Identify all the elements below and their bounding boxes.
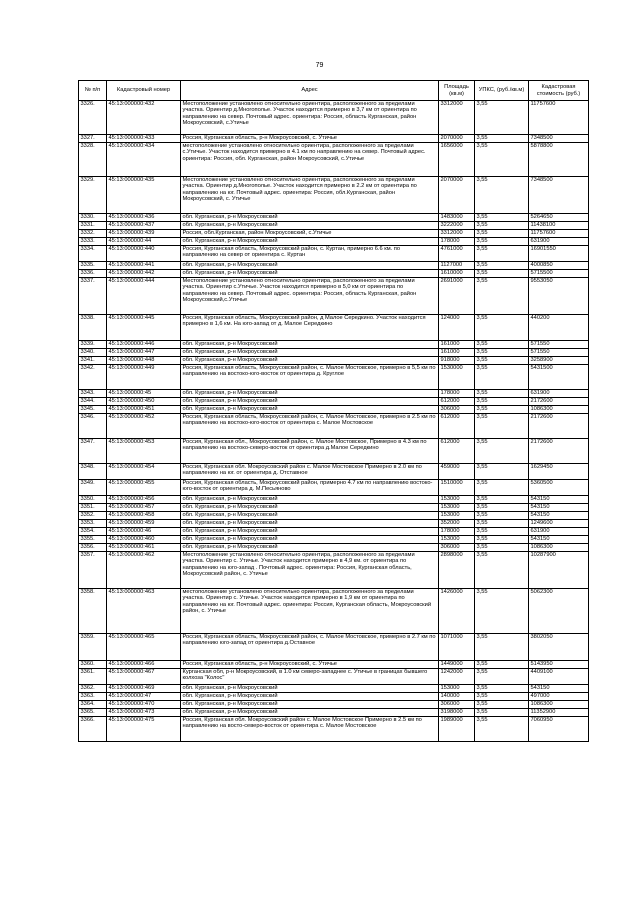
row-number-cell: 3366. — [79, 717, 107, 742]
area-cell: 2070000 — [439, 135, 475, 143]
address-cell: Местоположение установлено относительно ориентира, расположенного за пределами участка. Ориентир д.Многополье. Участок находится примерно в 2.2 км от ориентира по направлению на юг. Почтовый адрес. ориентира: Россия, обл.Курганская, район Мокроусовский, с. Утичье — [181, 177, 439, 214]
address-cell: Россия, Курганская обл. Мокроусовский район с. Малое Мостовское Примерно в 2.0 км по направлению на юг. от ориентира д. Отставное — [181, 464, 439, 480]
row-number-cell: 3353. — [79, 520, 107, 528]
cadastral-cost-cell: 1086300 — [529, 544, 589, 552]
address-cell: обл. Курганская, р-н Мокроусовский — [181, 341, 439, 349]
row-number-cell: 3357. — [79, 552, 107, 589]
cadastral-number-cell: 45:13:000000:432 — [107, 101, 181, 135]
upks-cell: 3,55 — [475, 634, 529, 661]
upks-cell: 3,55 — [475, 270, 529, 278]
upks-cell: 3,55 — [475, 135, 529, 143]
cadastral-cost-cell: 11352900 — [529, 709, 589, 717]
upks-cell: 3,55 — [475, 262, 529, 270]
area-cell: 1610000 — [439, 270, 475, 278]
table-row — [79, 464, 589, 480]
address-cell: Россия, Курганская область, р-н Мокроусовский, с. Утичье — [181, 661, 439, 669]
cadastral-number-cell: 45:13:000000:441 — [107, 262, 181, 270]
area-cell: 1426000 — [439, 589, 475, 634]
table-row — [79, 315, 589, 341]
cadastral-number-cell: 45:13:000000:452 — [107, 414, 181, 439]
cadastral-cost-cell: 543150 — [529, 496, 589, 504]
row-number-cell: 3345. — [79, 406, 107, 414]
row-number-cell: 3349. — [79, 480, 107, 496]
table-row — [79, 512, 589, 520]
table-row — [79, 693, 589, 701]
cadastral-number-cell: 45:13:000000:470 — [107, 701, 181, 709]
table-row — [79, 177, 589, 214]
cadastral-number-cell: 45:13:000000:45 — [107, 390, 181, 398]
address-cell: обл. Курганская, р-н Мокроусовский — [181, 544, 439, 552]
row-number-cell: 3336. — [79, 270, 107, 278]
cadastral-number-cell: 45:13:000000:434 — [107, 143, 181, 177]
address-cell: Россия, Курганская обл., Мокроусовский район, с. Малое Мостовское, Примерно в 4.3 км по направлению на востоко-северо-восток от ориентира д.Малое Середкино — [181, 439, 439, 464]
upks-cell: 3,55 — [475, 214, 529, 222]
cadastral-number-cell: 45:13:000000:460 — [107, 536, 181, 544]
address-cell: обл. Курганская, р-н Мокроусовский — [181, 262, 439, 270]
area-cell: 178000 — [439, 390, 475, 398]
upks-cell: 3,55 — [475, 341, 529, 349]
row-number-cell: 3338. — [79, 315, 107, 341]
address-cell: местоположение установлено относительно ориентира, расположенного за пределами с.Утичье. Участок находится примерно в 4.1 км по направлению на север. Почтовый адрес. ориентира: Россия, обл. Курганская, район Мокроусовский, с.Утичье — [181, 143, 439, 177]
area-cell: 3312000 — [439, 230, 475, 238]
table-row — [79, 398, 589, 406]
table-row — [79, 701, 589, 709]
upks-cell: 3,55 — [475, 685, 529, 693]
area-cell: 1242000 — [439, 669, 475, 685]
address-cell: обл. Курганская, р-н Мокроусовский — [181, 270, 439, 278]
upks-cell: 3,55 — [475, 661, 529, 669]
cadastral-cost-cell: 7348500 — [529, 135, 589, 143]
cadastral-cost-cell: 543150 — [529, 512, 589, 520]
cadastral-number-cell: 45:13:000000:447 — [107, 349, 181, 357]
table-row — [79, 536, 589, 544]
table-row — [79, 214, 589, 222]
cadastral-cost-cell: 7060950 — [529, 717, 589, 742]
table-row — [79, 341, 589, 349]
cadastral-cost-cell: 1249600 — [529, 520, 589, 528]
upks-cell: 3,55 — [475, 464, 529, 480]
row-number-cell: 3332. — [79, 230, 107, 238]
cadastral-number-cell: 45:13:000000:475 — [107, 717, 181, 742]
row-number-cell: 3365. — [79, 709, 107, 717]
cadastral-number-cell: 45:13:000000:442 — [107, 270, 181, 278]
area-cell: 2070000 — [439, 177, 475, 214]
cadastral-number-cell: 45:13:000000:458 — [107, 512, 181, 520]
table-row — [79, 238, 589, 246]
cadastral-cost-cell: 5878800 — [529, 143, 589, 177]
cadastral-number-cell: 45:13:000000:453 — [107, 439, 181, 464]
table-row — [79, 101, 589, 135]
address-cell: обл. Курганская, р-н Мокроусовский — [181, 528, 439, 536]
upks-cell: 3,55 — [475, 480, 529, 496]
cadastral-number-cell: 45:13:000000:433 — [107, 135, 181, 143]
upks-cell: 3,55 — [475, 365, 529, 390]
table-row — [79, 357, 589, 365]
row-number-cell: 3333. — [79, 238, 107, 246]
header-cadastral: Кадастровый номер — [107, 81, 181, 101]
row-number-cell: 3335. — [79, 262, 107, 270]
upks-cell: 3,55 — [475, 701, 529, 709]
row-number-cell: 3347. — [79, 439, 107, 464]
upks-cell: 3,55 — [475, 520, 529, 528]
header-address: Адрес — [181, 81, 439, 101]
area-cell: 1530000 — [439, 365, 475, 390]
row-number-cell: 3343. — [79, 390, 107, 398]
row-number-cell: 3339. — [79, 341, 107, 349]
cadastral-cost-cell: 2172600 — [529, 414, 589, 439]
cadastral-number-cell: 45:13:000000:473 — [107, 709, 181, 717]
row-number-cell: 3358. — [79, 589, 107, 634]
row-number-cell: 3342. — [79, 365, 107, 390]
row-number-cell: 3337. — [79, 278, 107, 315]
row-number-cell: 3359. — [79, 634, 107, 661]
cadastral-cost-cell: 2172600 — [529, 398, 589, 406]
cadastral-number-cell: 45:13:000000:444 — [107, 278, 181, 315]
area-cell: 153000 — [439, 496, 475, 504]
table-row — [79, 135, 589, 143]
area-cell: 153000 — [439, 685, 475, 693]
area-cell: 3312000 — [439, 101, 475, 135]
cadastral-cost-cell: 571550 — [529, 349, 589, 357]
upks-cell: 3,55 — [475, 536, 529, 544]
upks-cell: 3,55 — [475, 709, 529, 717]
cadastral-number-cell: 45:13:000000:456 — [107, 496, 181, 504]
cadastral-number-cell: 45:13:000000:437 — [107, 222, 181, 230]
table-row — [79, 552, 589, 589]
upks-cell: 3,55 — [475, 693, 529, 701]
row-number-cell: 3331. — [79, 222, 107, 230]
table-row — [79, 480, 589, 496]
upks-cell: 3,55 — [475, 349, 529, 357]
cadastral-cost-cell: 631900 — [529, 528, 589, 536]
area-cell: 161000 — [439, 349, 475, 357]
cadastral-cost-cell: 631900 — [529, 238, 589, 246]
area-cell: 2898000 — [439, 552, 475, 589]
cadastral-number-cell: 45:13:000000:466 — [107, 661, 181, 669]
cadastral-cost-cell: 571550 — [529, 341, 589, 349]
row-number-cell: 3350. — [79, 496, 107, 504]
area-cell: 1989000 — [439, 717, 475, 742]
area-cell: 124000 — [439, 315, 475, 341]
upks-cell: 3,55 — [475, 230, 529, 238]
cadastral-cost-cell: 5062300 — [529, 589, 589, 634]
table-row — [79, 634, 589, 661]
upks-cell: 3,55 — [475, 246, 529, 262]
table-row — [79, 439, 589, 464]
area-cell: 178000 — [439, 238, 475, 246]
cadastral-number-cell: 45:13:000000:462 — [107, 552, 181, 589]
table-row — [79, 406, 589, 414]
address-cell: местоположение установлено относительно ориентира, расположенного за пределами участка. Ориентир с. Утичье. Участок находится примерно в 1,9 км от ориентира по направлению на юг. Почтовый адрес. ориентира: Россия, Курганская область, Мокроусовский район, с. Утичье — [181, 589, 439, 634]
upks-cell: 3,55 — [475, 528, 529, 536]
cadastral-number-cell: 45:13:000000:449 — [107, 365, 181, 390]
address-cell: обл. Курганская, р-н Мокроусовский — [181, 349, 439, 357]
cadastral-cost-cell: 16901550 — [529, 246, 589, 262]
cadastral-cost-cell: 1629450 — [529, 464, 589, 480]
address-cell: Россия, Курганская область, Мокроусовский район, с. Малое Мостовское, примерно в 2.7 км по направлению юго-запад от ориентира д.Оставное — [181, 634, 439, 661]
cadastral-cost-cell: 1086300 — [529, 701, 589, 709]
table-row — [79, 349, 589, 357]
cadastral-cost-cell: 2172600 — [529, 439, 589, 464]
table-body — [79, 101, 589, 742]
upks-cell: 3,55 — [475, 315, 529, 341]
cadastral-number-cell: 45:13:000000:436 — [107, 214, 181, 222]
upks-cell: 3,55 — [475, 512, 529, 520]
table-row — [79, 717, 589, 742]
cadastral-number-cell: 45:13:000000:467 — [107, 669, 181, 685]
cadastral-cost-cell: 543150 — [529, 685, 589, 693]
cadastral-number-cell: 45:13:000000:446 — [107, 341, 181, 349]
upks-cell: 3,55 — [475, 222, 529, 230]
row-number-cell: 3348. — [79, 464, 107, 480]
area-cell: 1656000 — [439, 143, 475, 177]
cadastral-cost-cell: 4000850 — [529, 262, 589, 270]
address-cell: обл. Курганская, р-н Мокроусовский — [181, 520, 439, 528]
cadastral-cost-cell: 11757600 — [529, 230, 589, 238]
cadastral-cost-cell: 3258900 — [529, 357, 589, 365]
area-cell: 161000 — [439, 341, 475, 349]
upks-cell: 3,55 — [475, 390, 529, 398]
area-cell: 4761000 — [439, 246, 475, 262]
address-cell: обл. Курганская, р-н Мокроусовский — [181, 357, 439, 365]
cadastral-cost-cell: 10287900 — [529, 552, 589, 589]
upks-cell: 3,55 — [475, 669, 529, 685]
upks-cell: 3,55 — [475, 414, 529, 439]
header-area: Площадь (кв.м) — [439, 81, 475, 101]
address-cell: Россия, Курганская обл. Мокроусовский район с. Малое Мостовское Примерно в 2.5 км по направлению на восто-северо-восток от ориентира с. Малое Мостовское — [181, 717, 439, 742]
cadastral-number-cell: 45:13:000000:451 — [107, 406, 181, 414]
row-number-cell: 3329. — [79, 177, 107, 214]
area-cell: 612000 — [439, 414, 475, 439]
table-row — [79, 390, 589, 398]
area-cell: 178000 — [439, 528, 475, 536]
cadastral-number-cell: 45:13:000000:440 — [107, 246, 181, 262]
cadastral-cost-cell: 543150 — [529, 504, 589, 512]
table-row — [79, 496, 589, 504]
cadastral-number-cell: 45:13:000000:44 — [107, 238, 181, 246]
address-cell: обл. Курганская, р-н Мокроусовский — [181, 390, 439, 398]
cadastral-cost-cell: 11438100 — [529, 222, 589, 230]
table-row — [79, 222, 589, 230]
area-cell: 306000 — [439, 544, 475, 552]
table-row — [79, 528, 589, 536]
address-cell: обл. Курганская, р-н Мокроусовский — [181, 222, 439, 230]
table-row — [79, 504, 589, 512]
table-row — [79, 230, 589, 238]
address-cell: Россия, Курганская область, р-н Мокроусовский, с. Утичье — [181, 135, 439, 143]
cadastral-number-cell: 45:13:000000:435 — [107, 177, 181, 214]
address-cell: обл. Курганская, р-н Мокроусовский — [181, 701, 439, 709]
upks-cell: 3,55 — [475, 439, 529, 464]
cadastral-cost-cell: 5715500 — [529, 270, 589, 278]
row-number-cell: 3341. — [79, 357, 107, 365]
cadastral-number-cell: 45:13:000000:457 — [107, 504, 181, 512]
cadastral-cost-cell: 7348500 — [529, 177, 589, 214]
address-cell: обл. Курганская, р-н Мокроусовский — [181, 504, 439, 512]
table-row — [79, 661, 589, 669]
address-cell: Курганская обл, р-н Мокроусовский, в 1.0 км северо-западнее с. Утичье в границах бывшего колхоза "Колос" — [181, 669, 439, 685]
upks-cell: 3,55 — [475, 357, 529, 365]
area-cell: 459000 — [439, 464, 475, 480]
cadastral-cost-cell: 3802050 — [529, 634, 589, 661]
table-row — [79, 589, 589, 634]
table-header-row — [79, 81, 589, 101]
area-cell: 612000 — [439, 398, 475, 406]
table-row — [79, 520, 589, 528]
upks-cell: 3,55 — [475, 278, 529, 315]
address-cell: Местоположение установлено относительно ориентира, расположенного за пределами участка. Ориентир с.Утичье. Участок находится примерно в 5,0 км от ориентира по направлению на север. Почтовый адрес. ориентира: Россия, область Курганская, район Мокроусовский,с.Утичье — [181, 278, 439, 315]
row-number-cell: 3364. — [79, 701, 107, 709]
row-number-cell: 3326. — [79, 101, 107, 135]
upks-cell: 3,55 — [475, 552, 529, 589]
row-number-cell: 3334. — [79, 246, 107, 262]
table-row — [79, 669, 589, 685]
table-row — [79, 414, 589, 439]
upks-cell: 3,55 — [475, 717, 529, 742]
area-cell: 1510000 — [439, 480, 475, 496]
cadastral-number-cell: 45:13:000000:445 — [107, 315, 181, 341]
address-cell: Россия, Курганская область, Мокроусовский район, с. Малое Мостовское, примерно в 5,5 км по направлению на востоко-юго-восток от ориентира д. Круглое — [181, 365, 439, 390]
area-cell: 306000 — [439, 406, 475, 414]
cadastral-cost-cell: 5264650 — [529, 214, 589, 222]
address-cell: обл. Курганская, р-н Мокроусовский — [181, 685, 439, 693]
row-number-cell: 3352. — [79, 512, 107, 520]
cadastral-number-cell: 45:13:000000:469 — [107, 685, 181, 693]
row-number-cell: 3363. — [79, 693, 107, 701]
row-number-cell: 3340. — [79, 349, 107, 357]
area-cell: 153000 — [439, 504, 475, 512]
address-cell: Местоположение установлено относительно ориентира, расположенного за пределами участка. Ориентир д.Многополье. Участок находится примерно в 3,7 км от ориентира по направлению на север. Почтовый адрес. ориентира: Россия, область Курганская, район Мокроусовский, с.Утичье — [181, 101, 439, 135]
table-row — [79, 544, 589, 552]
row-number-cell: 3330. — [79, 214, 107, 222]
cadastral-number-cell: 45:13:000000:46 — [107, 528, 181, 536]
table-row — [79, 278, 589, 315]
area-cell: 153000 — [439, 536, 475, 544]
cadastral-number-cell: 45:13:000000:459 — [107, 520, 181, 528]
area-cell: 153000 — [439, 512, 475, 520]
address-cell: обл. Курганская, р-н Мокроусовский — [181, 496, 439, 504]
table-row — [79, 246, 589, 262]
cadastral-table — [78, 80, 589, 742]
address-cell: Россия, Курганская область, Мокроусовский район, примерно 4.7 км по направлению востоко-юго-восток от ориентира д. М.Песьяново — [181, 480, 439, 496]
upks-cell: 3,55 — [475, 406, 529, 414]
address-cell: обл. Курганская, р-н Мокроусовский — [181, 398, 439, 406]
row-number-cell: 3351. — [79, 504, 107, 512]
cadastral-number-cell: 45:13:000000:448 — [107, 357, 181, 365]
area-cell: 612000 — [439, 439, 475, 464]
upks-cell: 3,55 — [475, 504, 529, 512]
address-cell: Россия, Курганская область, Мокроусовский район, с. Куртан, примерно 6.6 км. по направлению на север от ориентира с. Куртан — [181, 246, 439, 262]
header-upks: УПКС, (руб./кв.м) — [475, 81, 529, 101]
upks-cell: 3,55 — [475, 177, 529, 214]
area-cell: 1483000 — [439, 214, 475, 222]
cadastral-cost-cell: 631900 — [529, 390, 589, 398]
cadastral-number-cell: 45:13:000000:463 — [107, 589, 181, 634]
table-row — [79, 143, 589, 177]
address-cell: обл. Курганская, р-н Мокроусовский — [181, 709, 439, 717]
area-cell: 352000 — [439, 520, 475, 528]
upks-cell: 3,55 — [475, 589, 529, 634]
cadastral-cost-cell: 543150 — [529, 536, 589, 544]
table-row — [79, 365, 589, 390]
upks-cell: 3,55 — [475, 238, 529, 246]
header-cost: Кадастровая стоимость (руб.) — [529, 81, 589, 101]
cadastral-number-cell: 45:13:000000:465 — [107, 634, 181, 661]
upks-cell: 3,55 — [475, 143, 529, 177]
address-cell: обл. Курганская, р-н Мокроусовский — [181, 214, 439, 222]
cadastral-cost-cell: 9553050 — [529, 278, 589, 315]
address-cell: Россия, Курганская область, Мокроусовский район, с. Малое Мостовское, примерно в 2.5 км по направлению на востоко-юго-восток от ориентира с. Малое Мостовское — [181, 414, 439, 439]
address-cell: обл. Курганская, р-н Мокроусовский — [181, 693, 439, 701]
row-number-cell: 3346. — [79, 414, 107, 439]
cadastral-number-cell: 45:13:000000:439 — [107, 230, 181, 238]
table-row — [79, 270, 589, 278]
table-row — [79, 709, 589, 717]
row-number-cell: 3355. — [79, 536, 107, 544]
area-cell: 1127000 — [439, 262, 475, 270]
cadastral-number-cell: 45:13:000000:450 — [107, 398, 181, 406]
area-cell: 2691000 — [439, 278, 475, 315]
table-row — [79, 262, 589, 270]
area-cell: 3222000 — [439, 222, 475, 230]
area-cell: 3198000 — [439, 709, 475, 717]
address-cell: Россия, обл.Курганская, район Мокроусовский, с.Утичье — [181, 230, 439, 238]
address-cell: Местоположение установлено относительно ориентира, расположенного за пределами участка. Ориентир с. Утичье. Участок находится примерно в 4,9 км. от ориентира по направлению на юго-запад . Почтовый адрес. ориентира: Россия, Курганская область, Мокроусовский район, с. Утичье — [181, 552, 439, 589]
cadastral-number-cell: 45:13:000000:47 — [107, 693, 181, 701]
cadastral-cost-cell: 440200 — [529, 315, 589, 341]
row-number-cell: 3328. — [79, 143, 107, 177]
area-cell: 918000 — [439, 357, 475, 365]
header-num: № п/п — [79, 81, 107, 101]
cadastral-cost-cell: 4409100 — [529, 669, 589, 685]
cadastral-cost-cell: 11757600 — [529, 101, 589, 135]
cadastral-cost-cell: 5143950 — [529, 661, 589, 669]
cadastral-cost-cell: 5431500 — [529, 365, 589, 390]
row-number-cell: 3362. — [79, 685, 107, 693]
cadastral-number-cell: 45:13:000000:461 — [107, 544, 181, 552]
area-cell: 140000 — [439, 693, 475, 701]
upks-cell: 3,55 — [475, 496, 529, 504]
row-number-cell: 3361. — [79, 669, 107, 685]
row-number-cell: 3344. — [79, 398, 107, 406]
area-cell: 1449000 — [439, 661, 475, 669]
page-number: 79 — [315, 62, 324, 69]
upks-cell: 3,55 — [475, 544, 529, 552]
upks-cell: 3,55 — [475, 101, 529, 135]
address-cell: обл. Курганская, р-н Мокроусовский — [181, 512, 439, 520]
cadastral-number-cell: 45:13:000000:454 — [107, 464, 181, 480]
row-number-cell: 3360. — [79, 661, 107, 669]
upks-cell: 3,55 — [475, 398, 529, 406]
row-number-cell: 3356. — [79, 544, 107, 552]
address-cell: обл. Курганская, р-н Мокроусовский — [181, 406, 439, 414]
row-number-cell: 3354. — [79, 528, 107, 536]
address-cell: Россия, Курганская область, Мокроусовский район, д Малое Середкино. Участок находится примерно в 1,6 км. На юго-запад от д. Малое Середкино — [181, 315, 439, 341]
cadastral-cost-cell: 1086300 — [529, 406, 589, 414]
table-row — [79, 685, 589, 693]
address-cell: обл. Курганская, р-н Мокроусовский — [181, 238, 439, 246]
row-number-cell: 3327. — [79, 135, 107, 143]
area-cell: 306000 — [439, 701, 475, 709]
area-cell: 1071000 — [439, 634, 475, 661]
cadastral-number-cell: 45:13:000000:455 — [107, 480, 181, 496]
cadastral-cost-cell: 497000 — [529, 693, 589, 701]
cadastral-cost-cell: 5360500 — [529, 480, 589, 496]
address-cell: обл. Курганская, р-н Мокроусовский — [181, 536, 439, 544]
